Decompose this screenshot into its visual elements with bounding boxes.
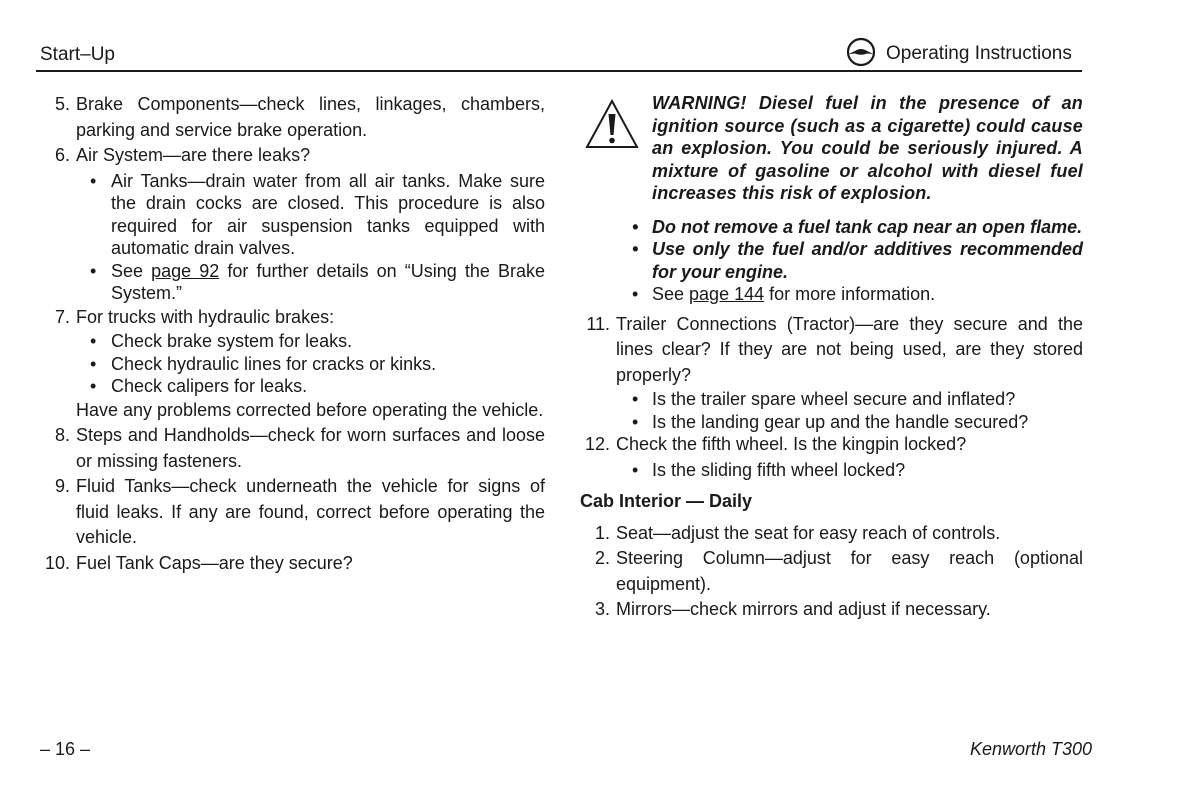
warning-bullet: • Use only the fuel and/or additives recommended for your engine. (632, 239, 1083, 282)
section-heading: Cab Interior — Daily (580, 491, 753, 511)
bullet-item: • Is the landing gear up and the handle secured? (632, 411, 1029, 432)
bullet-item: • See page 92 for further details on “Using the Brake System.” (90, 260, 545, 303)
warning-block (580, 92, 1083, 205)
list-item: 11. Trailer Connections (Tractor)—are they secure and the lines clear? If they are not being used, are they stored properly? (586, 313, 1083, 385)
bullet-item: • Air Tanks—drain water from all air tanks. Make sure the drain cocks are closed. This procedure is also required for air suspension tanks equipped with automatic drain valves. (90, 170, 545, 258)
bullet-item: • Check hydraulic lines for cracks or kinks. (90, 353, 437, 374)
list-item: 9. Fluid Tanks—check underneath the vehicle for signs of fluid leaks. If any are found, correct before operating the vehicle. (54, 476, 545, 547)
left-column (40, 92, 545, 576)
model-name: Kenworth T300 (970, 739, 1093, 759)
list-item: 3. Mirrors—check mirrors and adjust if necessary. (594, 599, 991, 619)
bullet-item: • Is the trailer spare wheel secure and inflated? (632, 389, 1016, 409)
list-item: 10. Fuel Tank Caps—are they secure? (44, 552, 353, 573)
list-item: 2. Steering Column—adjust for easy reach (optional equipment). (594, 548, 1083, 594)
bullet-item: • Check brake system for leaks. (90, 331, 353, 351)
warning-triangle-icon (584, 98, 640, 150)
chapter-header (846, 37, 1072, 67)
warning-bullet: • Do not remove a fuel tank cap near an open flame. (632, 216, 1083, 237)
page-link[interactable]: page 144 (689, 284, 765, 304)
chapter-title: Operating Instructions (886, 43, 1072, 64)
page-link[interactable]: page 92 (151, 260, 220, 281)
item-note: Have any problems corrected before operating the vehicle. (76, 399, 544, 420)
bullet-item: • Check calipers for leaks. (90, 376, 308, 396)
right-column (580, 92, 1083, 623)
bullet-item: • Is the sliding fifth wheel locked? (632, 459, 906, 480)
bullet-item: • See page 144 for more information. (632, 284, 936, 304)
steering-wheel-icon (846, 37, 876, 67)
list-item: 1. Seat—adjust the seat for easy reach of controls. (594, 522, 1001, 543)
list-item: 6. Air System—are there leaks? (54, 145, 311, 165)
list-item: 8. Steps and Handholds—check for worn surfaces and loose or missing fasteners. (54, 425, 545, 471)
list-item: 12. Check the fifth wheel. Is the kingpin locked? (584, 434, 967, 454)
list-item: 7. For trucks with hydraulic brakes: (54, 306, 335, 327)
warning-text: WARNING! Diesel fuel in the presence of an ignition source (such as a cigarette) could cause an explosion. You could be seriously injured. A mixture of gasoline or alcohol with diesel fuel increases this risk of explosion. (652, 93, 1083, 203)
list-item: 5. Brake Components—check lines, linkages, chambers, parking and service brake operation. (54, 94, 545, 140)
header-rule (36, 70, 1082, 72)
section-title: Start–Up (40, 44, 115, 65)
page-number: – 16 – (40, 739, 91, 759)
